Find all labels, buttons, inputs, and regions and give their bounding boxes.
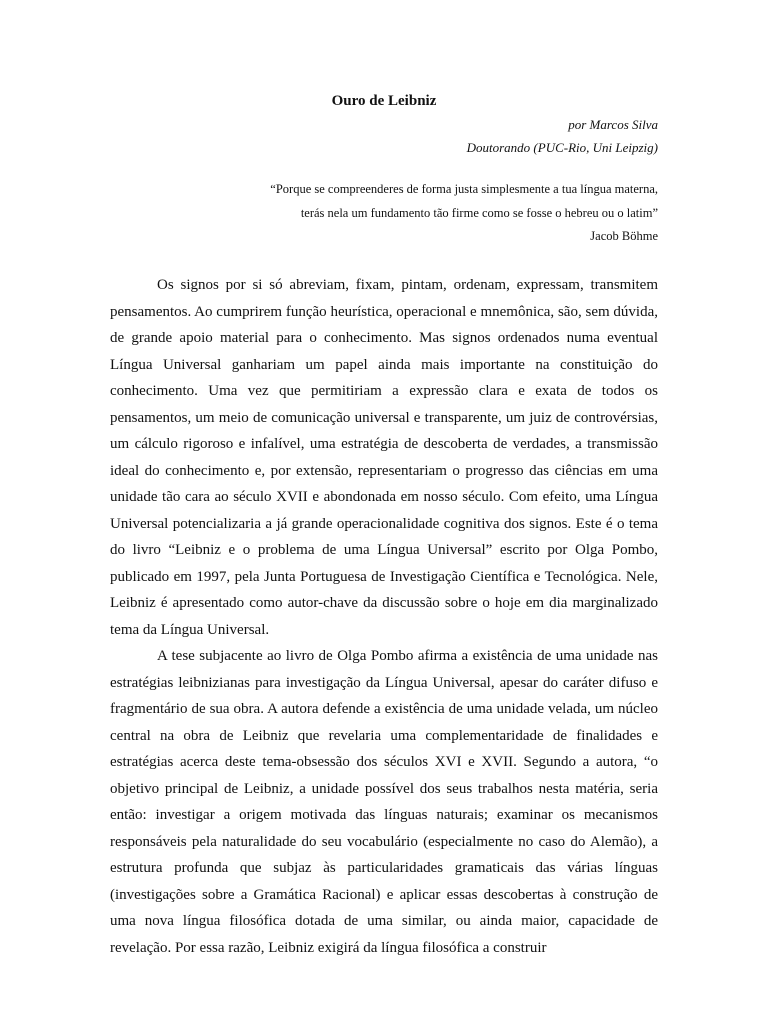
epigraph-line-2: terás nela um fundamento tão firme como se fosse o hebreu ou o latim” [300,206,658,220]
epigraph-line-1: “Porque se compreenderes de forma justa simplesmente a tua língua materna, [270,182,658,196]
author-byline: por Marcos Silva [568,117,658,132]
author-affiliation: Doutorando (PUC-Rio, Uni Leipzig) [466,140,658,155]
epigraph-attribution: Jacob Böhme [590,229,658,243]
body-text [110,272,658,961]
paragraph: A tese subjacente ao livro de Olga Pombo afirma a existência de uma unidade nas estratégias leibnizianas para investigação da Língua Universal, apesar do caráter difuso e fragmentário de sua obra. A autora defende a existência de uma unidade velada, um núcleo central na obra de Leibniz que revelaria uma complementaridade de finalidades e estratégias acerca deste tema-obsessão dos séculos XVI e XVII. Segundo a autora, “o objetivo principal de Leibniz, a unidade possível dos seus trabalhos nesta matéria, seria então: investigar a origem motivada das línguas naturais; examinar os mecanismos responsáveis pela naturalidade do seu vocabulário (especialmente no caso do Alemão), a estrutura profunda que subjaz às particularidades gramaticais das várias línguas (investigações sobre a Gramática Racional) e aplicar essas descobertas à construção de uma nova língua filosófica dotada de uma similar, ou ainda maior, capacidade de revelação. Por essa razão, Leibniz exigirá da língua filosófica a construir [110,648,658,956]
paragraph: Os signos por si só abreviam, fixam, pintam, ordenam, expressam, transmitem pensamentos. Ao cumprirem função heurística, operacional e mnemônica, são, sem dúvida, de grande apoio material para o conhecimento. Mas signos ordenados numa eventual Língua Universal ganhariam um papel ainda mais importante na constituição do conhecimento. Uma vez que permitiriam a expressão clara e exata de todos os pensamentos, um meio de comunicação universal e transparente, um juiz de controvérsias, um cálculo rigoroso e infalível, uma estratégia de descoberta de verdades, a transmissão ideal do conhecimento e, por extensão, representariam o progresso das ciências em uma unidade tão cara ao século XVII e abondonada em nosso século. Com efeito, uma Língua Universal potencializaria a já grande operacionalidade cognitiva dos signos. Este é o tema do livro “Leibniz e o problema de uma Língua Universal” escrito por Olga Pombo, publicado em 1997, pela Junta Portuguesa de Investigação Científica e Tecnológica. Nele, Leibniz é apresentado como autor-chave da discussão sobre o hoje em dia marginalizado tema da Língua Universal. [110,277,658,638]
document-title: Ouro de Leibniz [331,93,437,109]
